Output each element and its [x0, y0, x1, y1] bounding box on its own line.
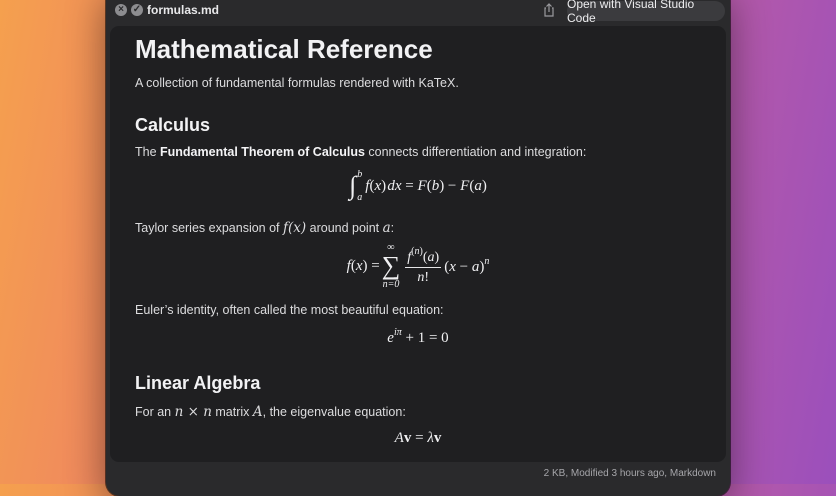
eigen-text-mid: matrix	[211, 405, 253, 419]
taylor-text-mid: around point	[306, 221, 383, 235]
eigen-text-end: , the eigenvalue equation:	[262, 405, 406, 419]
status-bar-text: 2 KB, Modified 3 hours ago, Markdown	[543, 468, 716, 479]
intro-paragraph: A collection of fundamental formulas rendered with KaTeX.	[135, 76, 459, 90]
check-icon[interactable]: ✓	[132, 4, 142, 15]
taylor-equation: f(x) = ∞ ∑ n=0 $\frac{f^{(n)}(a)}{n!}$ $(x - a)^n$	[346, 242, 490, 290]
ftc-equation: ∫ b a f (x) dx = F(b) − F(a)	[349, 169, 487, 203]
calculus-heading: Calculus	[135, 115, 211, 135]
eigen-nxn: n × n	[174, 404, 212, 420]
taylor-a: a	[382, 220, 391, 236]
integral-sign: ∫ b a	[349, 169, 363, 203]
linear-algebra-heading: Linear Algebra	[135, 373, 261, 393]
share-icon[interactable]	[541, 2, 557, 18]
taylor-text: Taylor series expansion of	[135, 221, 283, 235]
close-icon[interactable]: ×	[115, 4, 127, 16]
window-title: formulas.md	[147, 3, 220, 17]
euler-paragraph: Euler’s identity, often called the most beautiful equation:	[135, 303, 444, 317]
markdown-preview	[110, 26, 726, 462]
taylor-paragraph	[135, 220, 394, 236]
page-title: Mathematical Reference	[135, 34, 433, 64]
title-bar	[106, 0, 730, 25]
eigen-paragraph	[135, 404, 406, 420]
eigen-text: For an	[135, 405, 175, 419]
sum-sign: ∞ ∑ n=0	[381, 242, 401, 290]
ftc-text-end: connects differentiation and integration:	[364, 145, 587, 159]
eigen-A: A	[252, 404, 263, 420]
taylor-fx: f(x)	[283, 220, 307, 236]
eigen-equation: Av = λv	[394, 430, 442, 446]
ftc-bold: Fundamental Theorem of Calculus	[160, 145, 365, 159]
ftc-paragraph	[135, 145, 586, 159]
taylor-text-end: :	[390, 221, 395, 235]
euler-equation: $e^{i\pi} + 1 = 0$	[387, 327, 449, 346]
ftc-text: The	[135, 145, 161, 159]
open-with-vscode-button[interactable]: Open with Visual Studio Code	[567, 1, 725, 21]
app-window	[106, 0, 730, 496]
